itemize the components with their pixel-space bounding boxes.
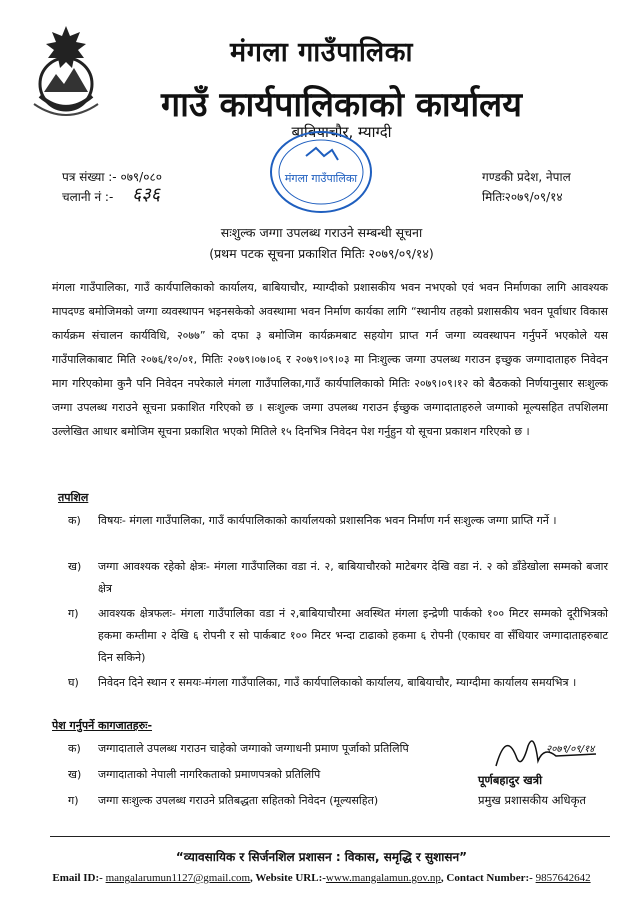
item-marker: ग) — [68, 607, 79, 620]
item-text: विषयः- मंगला गाउँपालिका, गाउँ कार्यपालिकाको कार्यालयको प्रशासनिक भवन निर्माण गर्न सःशुल्क जग्गा प्राप्ति गर्ने । — [98, 514, 557, 527]
email-link[interactable]: mangalarumun1127@gmail.com — [105, 872, 251, 884]
municipality-name: मंगला गाउँपालिका — [230, 37, 413, 68]
website-link[interactable]: www.mangalamun.gov.np — [325, 872, 441, 884]
tapsil-heading: तपशिल — [58, 491, 89, 504]
item-text: जग्गादाताले उपलब्ध गराउन चाहेको जग्गाको जग्गाधनी प्रमाण पूर्जाको प्रतिलिपि — [98, 742, 409, 755]
item-marker: ख) — [68, 560, 82, 573]
province: गण्डकी प्रदेश, नेपाल — [482, 170, 571, 184]
item-marker: ख) — [68, 768, 82, 781]
email-label: Email ID:- — [52, 872, 106, 884]
footer-contact — [0, 872, 643, 884]
item-marker: घ) — [68, 676, 79, 689]
item-marker: क) — [68, 514, 81, 527]
notice-body: मंगला गाउँपालिका, गाउँ कार्यपालिकाको कार्यालय, बाबियाचौर, म्याग्दीको प्रशासकीय भवन नभएको एवं भवन निर्माणका लागि आवश्यक मापदण्ड बमोजिमको जग्गा व्यवस्थापन भइनसकेको अवस्थामा भवन निर्माण कार्यका लागि “स्थानीय तहको प्रशासकीय भवन पूर्वाधार विकास कार्यक्रम संचालन कार्यविधि, २०७७” को दफा ३ बमोजिम कार्यक्रमबाट सहयोग प्राप्त गर्न जग्गा व्यवस्थापन गर्नुपर्ने भएकोले यस गाउँपालिकाबाट मिति २०७६/१०/०१, मितिः २०७९।०७।०६ र २०७९।०९।०३ मा निःशुल्क जग्गा उपलब्ध गराउन इच्छुक जग्गादाताहरु निवेदन माग गरिएकोमा कुनै पनि निवेदन नपरेकाले मंगला गाउँपालिका,गाउँ कार्यपालिकाको मितिः २०७९।०९।१२ को बैठकको निर्णयानुसार सःशुल्क जग्गा उपलब्ध गराउने सूचना प्रकाशित गरिएको छ । सःशुल्क जग्गा उपलब्ध गराउन ईच्छुक जग्गादाताहरुले जग्गाको मूल्यसहित तपशिलमा उल्लेखित आधार बमोजिम सूचना प्रकाशित भएको मितिले १५ दिनभित्र निवेदन पेश गर्नुहुन यो सूचना प्रकाशन गरिएको छ । — [52, 281, 608, 438]
signatory-designation: प्रमुख प्रशासकीय अधिकृत — [478, 793, 586, 807]
list-item — [68, 764, 488, 786]
signatory-name: पूर्णबहादुर खत्री — [478, 773, 543, 787]
dispatch-number-handwritten: ६३६ — [132, 184, 161, 205]
svg-text:मंगला गाउँपालिका: मंगला गाउँपालिका — [284, 172, 358, 185]
contact-label: , Contact Number:- — [440, 872, 536, 884]
list-item — [68, 603, 608, 669]
handwritten-signature — [486, 726, 606, 776]
list-item — [68, 672, 608, 694]
item-text: आवश्यक क्षेत्रफलः- मंगला गाउँपालिका वडा नं २,बाबियाचौरमा अवस्थित मंगला इन्द्रेणी पार्कको १०० मिटर सम्मको दूरीभित्रको हकमा कम्तीमा २ देखि ६ रोपनी र सो पार्कबाट १०० मिटर भन्दा टाढाको हकमा ६ रोपनी (एकाघर वा सँधियार जग्गादाताहरुबाट दिन सकिने) — [98, 607, 608, 664]
office-stamp — [266, 126, 376, 218]
svg-text:२०७९/०९/१४: २०७९/०९/१४ — [546, 744, 595, 755]
list-item — [68, 510, 608, 532]
documents-heading: पेश गर्नुपर्ने कागजातहरुः- — [52, 719, 153, 732]
website-label: , Website URL:- — [250, 872, 326, 884]
dispatch-number-label: चलानी नं :- — [62, 190, 114, 204]
letter-date: मितिः२०७९/०९/१४ — [482, 190, 563, 204]
notice-title: सःशुल्क जग्गा उपलब्ध गराउने सम्बन्धी सूचना — [220, 225, 423, 240]
item-text: जग्गादाताको नेपाली नागरिकताको प्रमाणपत्रको प्रतिलिपि — [98, 768, 321, 781]
signatory — [478, 770, 638, 810]
slogan: “व्यावसायिक र सिर्जनशिल प्रशासन : विकास, समृद्धि र सुशासन” — [175, 850, 468, 864]
item-marker: क) — [68, 742, 81, 755]
office-name: गाउँ कार्यपालिकाको कार्यालय — [161, 85, 522, 125]
divider — [50, 836, 610, 837]
item-text: जग्गा आवश्यक रहेको क्षेत्रः- मंगला गाउँपालिका वडा नं. २, बाबियाचौरको माटेबगर देखि वडा नं. २ को डाँडेखोला सम्मको बजार क्षेत्र — [98, 560, 608, 595]
list-item — [68, 738, 488, 760]
item-marker: ग) — [68, 794, 79, 807]
list-item — [68, 556, 608, 600]
office-address: बाबियाचौर, म्याग्दी — [291, 123, 392, 141]
item-text: निवेदन दिने स्थान र समयः-मंगला गाउँपालिका, गाउँ कार्यपालिकाको कार्यालय, बाबियाचौर, म्याग्दीमा कार्यालय समयभित्र । — [98, 676, 577, 689]
notice-subtitle: (प्रथम पटक सूचना प्रकाशित मितिः २०७९/०९/१४) — [209, 246, 434, 261]
letter-number: पत्र संख्या :- ०७९/०८० — [62, 170, 162, 184]
list-item — [68, 790, 488, 812]
item-text: जग्गा सःशुल्क उपलब्ध गराउने प्रतिबद्धता सहितको निवेदन (मूल्यसहित) — [98, 794, 379, 807]
contact-number: 9857642642 — [535, 872, 591, 884]
